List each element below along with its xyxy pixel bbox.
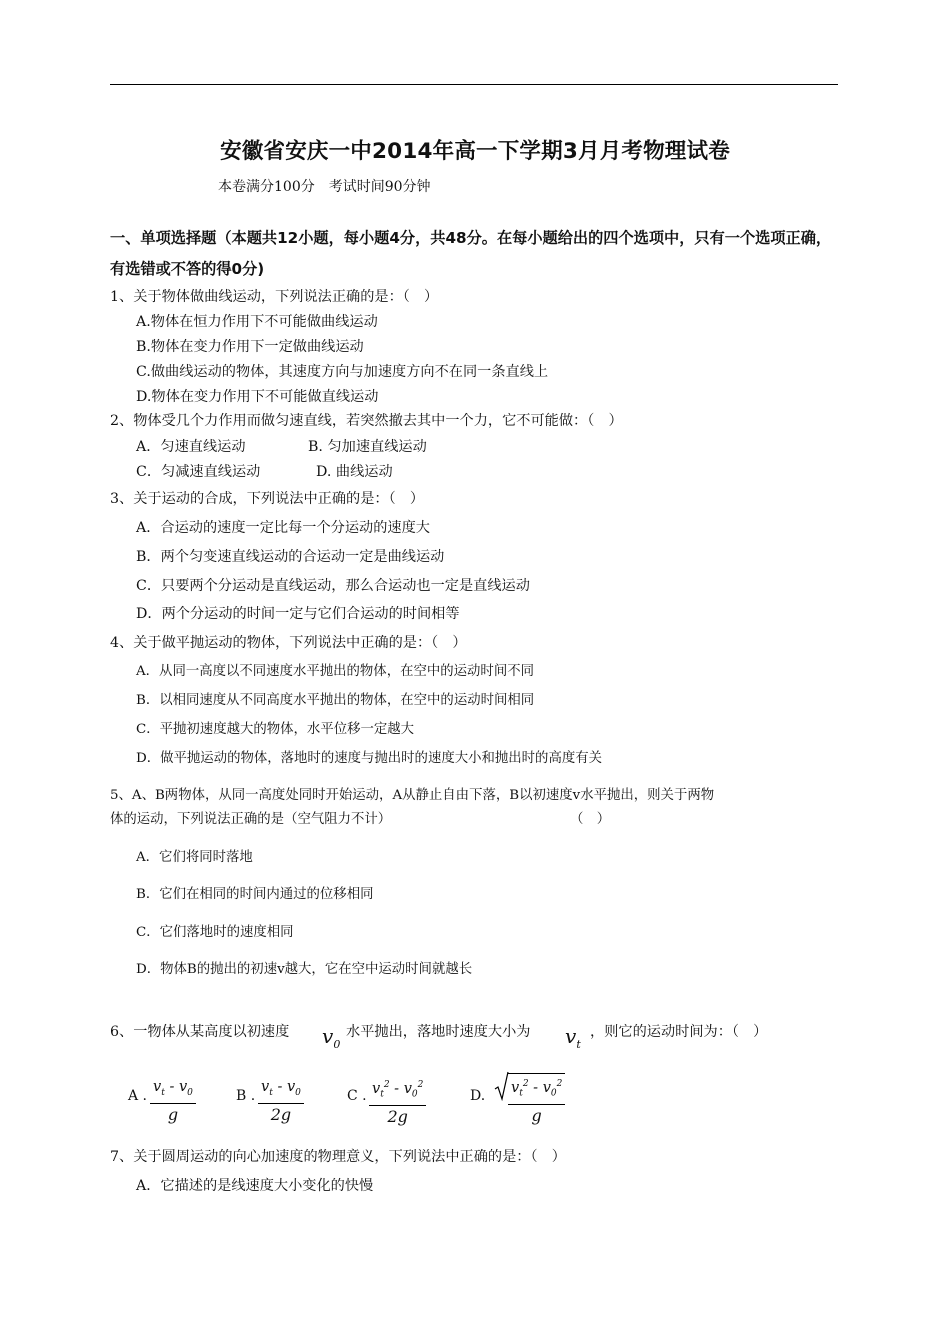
question-2-option-b: B. 匀加速直线运动 xyxy=(308,439,427,455)
initial-velocity-symbol: $v_0$ xyxy=(322,1024,341,1051)
exam-info: 本卷满分100分 考试时间90分钟 xyxy=(218,179,431,195)
option-a-label: A . xyxy=(128,1088,148,1104)
question-1-option-c: C.做曲线运动的物体，其速度方向与加速度方向不在同一条直线上 xyxy=(136,364,549,380)
question-6-stem-part-3: ，则它的运动时间为：（ ） xyxy=(590,1024,768,1040)
question-5-option-b: B．它们在相同的时间内通过的位移相同 xyxy=(136,887,374,902)
option-c-label: C . xyxy=(347,1088,367,1104)
question-6-stem-part-1: 6、一物体从某高度以初速度 xyxy=(110,1024,290,1040)
option-b-label: B . xyxy=(236,1088,256,1104)
question-1-option-d: D.物体在变力作用下不可能做直线运动 xyxy=(136,389,379,405)
question-3-stem: 3、关于运动的合成，下列说法中正确的是：（ ） xyxy=(110,491,425,507)
question-6-option-a xyxy=(128,1069,218,1129)
question-1-option-a: A.物体在恒力作用下不可能做曲线运动 xyxy=(136,314,378,330)
question-5-answer-bracket: （ ） xyxy=(570,812,611,827)
question-3-option-b: B．两个匀变速直线运动的合运动一定是曲线运动 xyxy=(136,549,445,565)
question-4-stem: 4、关于做平抛运动的物体，下列说法中正确的是：（ ） xyxy=(110,635,467,651)
question-5-option-d: D．物体B的抛出的初速v越大，它在空中运动时间就越长 xyxy=(136,962,473,977)
question-3-option-c: C．只要两个分运动是直线运动，那么合运动也一定是直线运动 xyxy=(136,578,530,594)
question-7-stem: 7、关于圆周运动的向心加速度的物理意义，下列说法中正确的是：（ ） xyxy=(110,1149,566,1165)
question-1-stem: 1、关于物体做曲线运动，下列说法正确的是：（ ） xyxy=(110,289,439,305)
section-heading: 一、单项选择题（本题共12小题，每小题4分，共48分。在每小题给出的四个选项中，只有一个选项正确，有选错或不答的得0分) xyxy=(110,229,832,278)
option-c-fraction: $\frac{v_t^2 - v_0^2}{2g}$ xyxy=(369,1075,426,1128)
option-a-fraction: $\frac{v_t - v_0}{g}$ xyxy=(150,1077,196,1126)
question-2-option-d: D. 曲线运动 xyxy=(316,464,393,480)
question-4-option-b: B．以相同速度从不同高度水平抛出的物体，在空中的运动时间相同 xyxy=(136,693,535,708)
option-b-fraction: $\frac{v_t - v_0}{2g}$ xyxy=(258,1077,304,1126)
question-6-option-c xyxy=(347,1069,457,1129)
page-title: 安徽省安庆一中2014年高一下学期3月月考物理试卷 xyxy=(220,139,730,164)
top-rule xyxy=(110,84,838,85)
question-5-option-a: A．它们将同时落地 xyxy=(136,850,253,865)
question-5-stem-line-1: 5、A、B两物体，从同一高度处同时开始运动，A从静止自由下落，B以初速度v水平抛出，则关于两物 xyxy=(110,788,715,803)
question-6-stem-part-2: 水平抛出，落地时速度大小为 xyxy=(346,1024,531,1040)
question-4-option-d: D．做平抛运动的物体，落地时的速度与抛出时的速度大小和抛出时的高度有关 xyxy=(136,751,603,766)
question-3-option-d: D．两个分运动的时间一定与它们合运动的时间相等 xyxy=(136,606,460,622)
question-2-option-c: C．匀减速直线运动 xyxy=(136,464,261,480)
question-4-option-c: C．平抛初速度越大的物体，水平位移一定越大 xyxy=(136,722,415,737)
question-5-stem-line-2: 体的运动，下列说法正确的是（空气阻力不计） xyxy=(110,812,392,827)
question-5-option-c: C．它们落地时的速度相同 xyxy=(136,925,294,940)
question-1-option-b: B.物体在变力作用下一定做曲线运动 xyxy=(136,339,364,355)
question-6-option-d xyxy=(470,1069,590,1129)
question-4-option-a: A．从同一高度以不同速度水平抛出的物体，在空中的运动时间不同 xyxy=(136,664,534,679)
question-2-option-a: A．匀速直线运动 xyxy=(136,439,246,455)
question-6-option-b xyxy=(236,1069,326,1129)
question-2-stem: 2、物体受几个力作用而做匀速直线，若突然撤去其中一个力，它不可能做：（ ） xyxy=(110,413,623,429)
final-velocity-symbol: $v_t$ xyxy=(565,1024,581,1051)
question-7-option-a: A．它描述的是线速度大小变化的快慢 xyxy=(136,1178,374,1194)
question-3-option-a: A．合运动的速度一定比每一个分运动的速度大 xyxy=(136,520,430,536)
option-d-fraction: $\frac{v_t^2 - v_0^2}{g}$ xyxy=(508,1073,565,1127)
option-d-label: D. xyxy=(470,1088,486,1104)
